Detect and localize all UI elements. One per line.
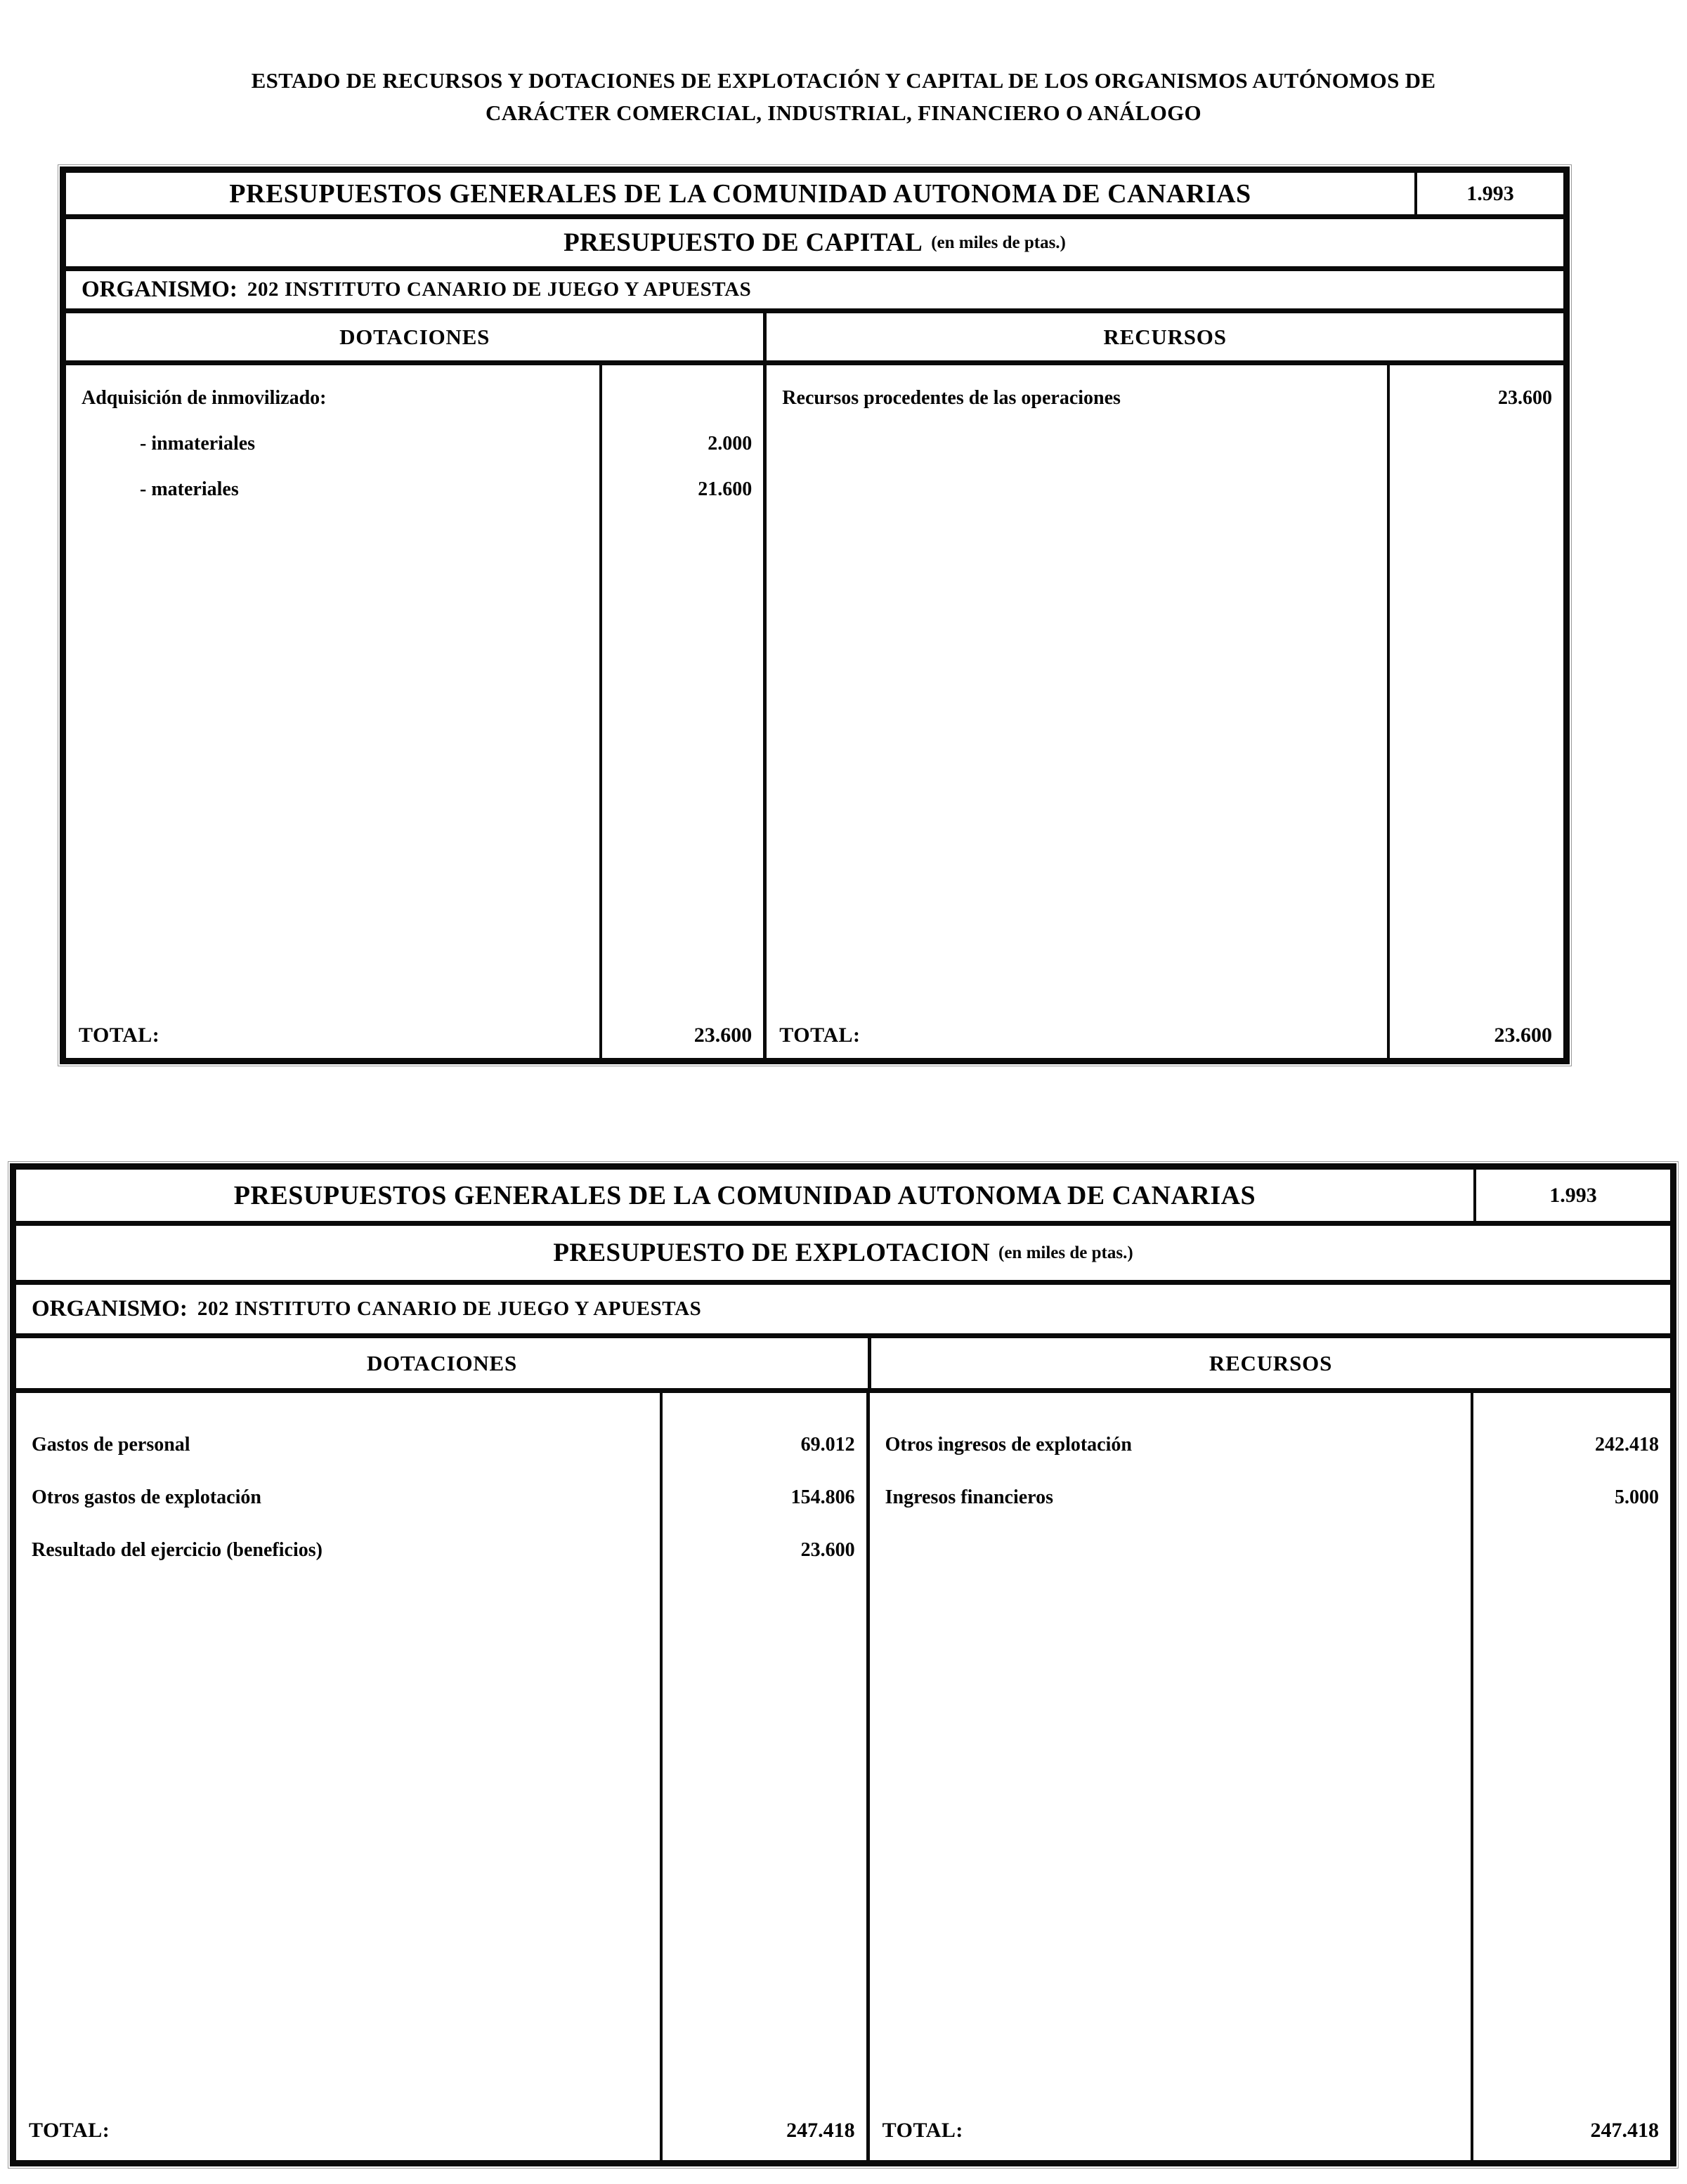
organism-value: 202 INSTITUTO CANARIO DE JUEGO Y APUESTAS [247, 278, 752, 301]
recursos-total-label: TOTAL: [882, 2119, 963, 2142]
explotacion-title-row [16, 1170, 1670, 1226]
recursos-value-column [1473, 1393, 1670, 2160]
column-header-dotaciones: DOTACIONES [16, 1338, 871, 1388]
organism-label: ORGANISMO: [82, 277, 237, 302]
capital-subtitle-row [66, 219, 1563, 271]
table-row-label: Ingresos financieros [885, 1486, 1053, 1508]
document-header-line-1: ESTADO DE RECURSOS Y DOTACIONES DE EXPLOTACIÓN Y CAPITAL DE LOS ORGANISMOS AUTÓNOMOS DE [251, 68, 1436, 93]
organism-label: ORGANISMO: [32, 1296, 188, 1321]
capital-budget-table [60, 166, 1570, 1064]
capital-title-row [66, 173, 1563, 219]
table-row-value: 5.000 [1615, 1486, 1659, 1508]
dotaciones-label-column [16, 1393, 663, 2160]
recursos-total-value: 23.600 [1494, 1024, 1552, 1047]
document-header-line-2: CARÁCTER COMERCIAL, INDUSTRIAL, FINANCIERO O ANÁLOGO [486, 100, 1201, 125]
explotacion-subtitle: PRESUPUESTO DE EXPLOTACION [553, 1238, 991, 1267]
recursos-label-column [870, 1393, 1473, 2160]
table-row-label: Otros gastos de explotación [32, 1486, 261, 1508]
table-row-label: Otros ingresos de explotación [885, 1433, 1132, 1456]
table-row-value: 242.418 [1595, 1433, 1659, 1456]
capital-column-headers [66, 313, 1563, 365]
capital-table-title: PRESUPUESTOS GENERALES DE LA COMUNIDAD AUTONOMA DE CANARIAS [229, 178, 1251, 209]
table-row-label: - inmateriales [140, 432, 256, 455]
dotaciones-value-column [663, 1393, 869, 2160]
table-row-value: 21.600 [698, 478, 753, 500]
operating-budget-table [10, 1163, 1676, 2166]
capital-year-cell: 1.993 [1414, 173, 1563, 214]
table-row-value [602, 375, 763, 421]
dotaciones-total-value: 247.418 [786, 2119, 855, 2142]
recursos-total-label: TOTAL: [779, 1024, 861, 1047]
table-row-value: 69.012 [800, 1433, 855, 1456]
dotaciones-label-column [66, 365, 602, 1058]
document-header [0, 65, 1687, 129]
column-header-dotaciones: DOTACIONES [66, 313, 767, 360]
table-row-value: 23.600 [1498, 386, 1552, 409]
recursos-value-column [1390, 365, 1563, 1058]
explotacion-subtitle-row [16, 1226, 1670, 1285]
recursos-label-column [767, 365, 1389, 1058]
table-row-value: 154.806 [790, 1486, 855, 1508]
table-row-label: Gastos de personal [32, 1433, 190, 1456]
explotacion-subtitle-note: (en miles de ptas.) [998, 1243, 1133, 1262]
table-row-label: Adquisición de inmovilizado: [82, 386, 327, 409]
dotaciones-total-value: 23.600 [693, 1024, 753, 1047]
dotaciones-total-label: TOTAL: [79, 1024, 160, 1047]
explotacion-table-title: PRESUPUESTOS GENERALES DE LA COMUNIDAD AUTONOMA DE CANARIAS [233, 1180, 1256, 1210]
explotacion-table-body [16, 1393, 1670, 2160]
column-header-recursos: RECURSOS [1209, 1350, 1333, 1375]
explotacion-organism-row [16, 1285, 1670, 1338]
dotaciones-value-column [602, 365, 767, 1058]
capital-table-body [66, 365, 1563, 1058]
table-row-label: Resultado del ejercicio (beneficios) [32, 1538, 323, 1561]
capital-subtitle-note: (en miles de ptas.) [931, 233, 1066, 252]
explotacion-column-headers [16, 1338, 1670, 1393]
capital-subtitle: PRESUPUESTO DE CAPITAL [564, 228, 923, 257]
capital-organism-row [66, 271, 1563, 313]
recursos-total-value: 247.418 [1590, 2119, 1659, 2142]
table-row-label: Recursos procedentes de las operaciones [782, 386, 1121, 409]
table-row-value: 23.600 [800, 1538, 855, 1561]
explotacion-year-cell: 1.993 [1473, 1170, 1670, 1221]
column-header-recursos: RECURSOS [1103, 324, 1227, 349]
table-row-value: 2.000 [708, 432, 753, 455]
dotaciones-total-label: TOTAL: [29, 2119, 110, 2142]
table-row-label: - materiales [140, 478, 239, 500]
organism-value: 202 INSTITUTO CANARIO DE JUEGO Y APUESTAS [197, 1297, 702, 1320]
